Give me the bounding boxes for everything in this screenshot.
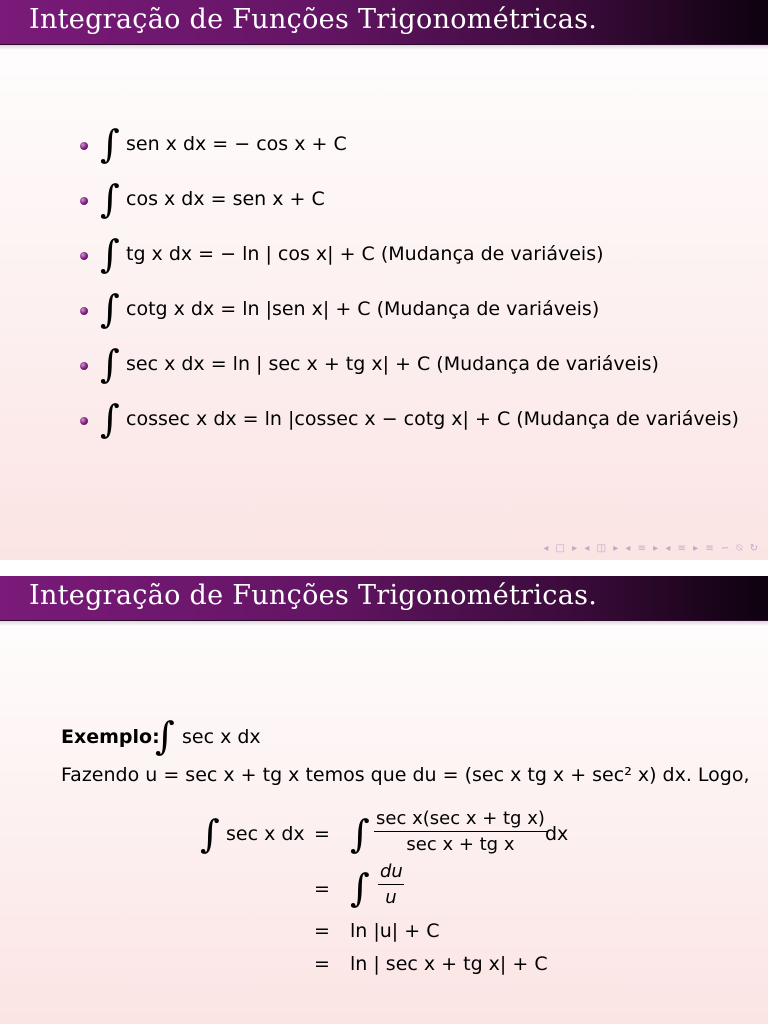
bullet-icon [80, 307, 88, 315]
integral-sign: ∫ [100, 232, 120, 276]
formula-text: sen x dx = − cos x + C [126, 133, 347, 155]
slide-title: Integração de Funções Trigonométricas. [29, 580, 598, 611]
integral-sign: ∫ [155, 714, 175, 758]
slide-title: Integração de Funções Trigonométricas. [29, 4, 598, 35]
substitution-line: Fazendo u = sec x + tg x temos que du = (sec x tg x + sec² x) dx. Logo, [61, 764, 750, 786]
formula-text: cos x dx = sen x + C [126, 188, 325, 210]
bullet-icon [80, 252, 88, 260]
bullet-icon [80, 197, 88, 205]
fraction-denominator: sec x + tg x [406, 834, 515, 855]
derivation-step-3: ln |u| + C [350, 920, 440, 942]
example-integrand: sec x dx [182, 726, 261, 748]
equals-sign: = [314, 953, 330, 975]
derivation-lhs: sec x dx [226, 823, 305, 845]
integral-sign: ∫ [100, 287, 120, 331]
formula-text: tg x dx = − ln | cos x| + C (Mudança de variáveis) [126, 243, 604, 265]
bullet-icon [80, 142, 88, 150]
bullet-icon [80, 417, 88, 425]
slide-2 [0, 576, 768, 1024]
formula-text: cotg x dx = ln |sen x| + C (Mudança de variáveis) [126, 298, 600, 320]
fraction [374, 808, 547, 855]
example-line [61, 726, 160, 748]
integral-sign: ∫ [350, 812, 370, 856]
slide-title-bar [0, 0, 768, 45]
slide-title-bar [0, 576, 768, 621]
formula-text: cossec x dx = ln |cossec x − cotg x| + C (Mudança de variáveis) [126, 408, 739, 430]
integral-sign: ∫ [100, 342, 120, 386]
fraction-numerator: sec x(sec x + tg x) [374, 808, 547, 832]
bullet-icon [80, 362, 88, 370]
integral-sign: ∫ [200, 812, 220, 856]
fraction-numerator: du [378, 861, 404, 885]
integral-sign: ∫ [100, 397, 120, 441]
integral-sign: ∫ [100, 177, 120, 221]
derivation-step-4: ln | sec x + tg x| + C [350, 953, 548, 975]
equals-sign: = [314, 878, 330, 900]
equals-sign: = [314, 823, 330, 845]
fraction-denominator: u [385, 887, 397, 908]
example-label: Exemplo: [61, 726, 160, 748]
equals-sign: = [314, 920, 330, 942]
beamer-navigation-bar[interactable]: ◂ □ ▸ ◂ ◫ ▸ ◂ ≡ ▸ ◂ ≡ ▸ ≡ ∽ ⍉ ↻ [543, 543, 760, 554]
integral-sign: ∫ [350, 866, 370, 910]
integral-sign: ∫ [100, 122, 120, 166]
formula-text: sec x dx = ln | sec x + tg x| + C (Mudança de variáveis) [126, 353, 659, 375]
differential: dx [545, 823, 569, 845]
fraction [378, 861, 404, 908]
